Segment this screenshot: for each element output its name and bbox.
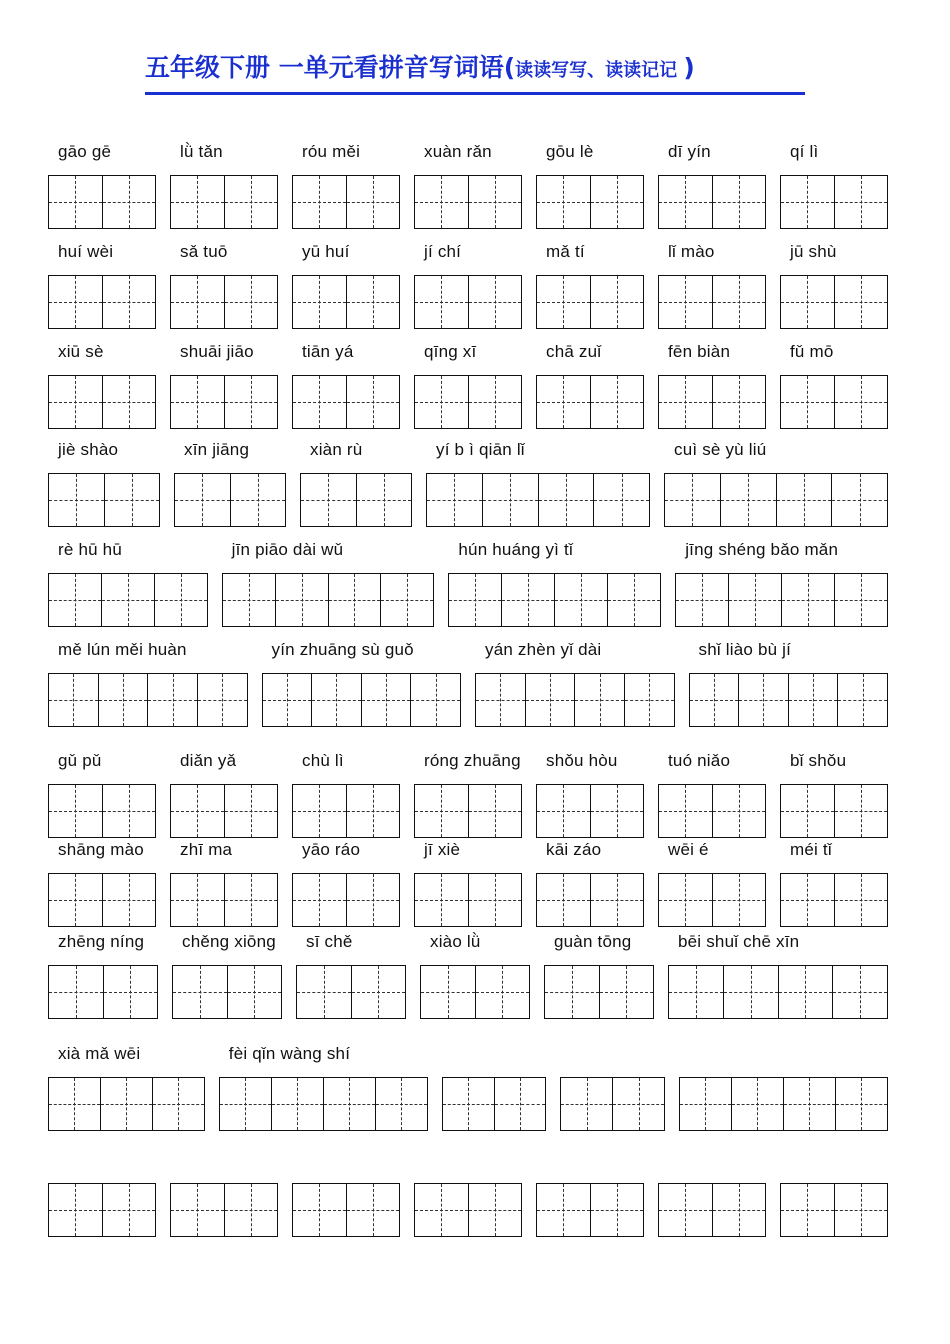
writing-grid[interactable] (658, 175, 766, 229)
pinyin-label: tuó niǎo (668, 751, 731, 770)
tianzige-cell[interactable] (347, 874, 400, 926)
writing-grid[interactable] (560, 1077, 665, 1131)
writing-grid[interactable] (780, 784, 888, 838)
pinyin-label: gāo gē (58, 142, 112, 161)
writing-grid[interactable] (48, 1183, 156, 1237)
tianzige-cell[interactable] (263, 674, 313, 726)
pinyin-label: jū shù (790, 242, 837, 261)
writing-grid[interactable] (780, 275, 888, 329)
tianzige-cell[interactable] (272, 1078, 324, 1130)
pinyin-label: xiàn rù (310, 440, 363, 459)
tianzige-cell[interactable] (469, 276, 522, 328)
tianzige-cell[interactable] (347, 276, 400, 328)
writing-grid[interactable] (48, 473, 160, 527)
writing-grid[interactable] (414, 175, 522, 229)
pinyin-label: xià mǎ wēi (58, 1044, 141, 1063)
tianzige-cell[interactable] (537, 1184, 591, 1236)
tianzige-cell[interactable] (352, 966, 406, 1018)
tianzige-cell[interactable] (293, 276, 347, 328)
pinyin-label: jiè shào (58, 440, 119, 459)
tianzige-cell[interactable] (659, 276, 713, 328)
tianzige-cell[interactable] (103, 276, 156, 328)
tianzige-cell[interactable] (225, 874, 278, 926)
pinyin-label: tiān yá (302, 342, 354, 361)
tianzige-cell[interactable] (659, 785, 713, 837)
tianzige-cell[interactable] (739, 674, 789, 726)
pinyin-label: yán zhèn yǐ dài (485, 640, 602, 659)
pinyin-label: xīn jiāng (184, 440, 250, 459)
tianzige-cell[interactable] (49, 785, 103, 837)
writing-grid[interactable] (658, 375, 766, 429)
tianzige-cell[interactable] (781, 1184, 835, 1236)
writing-grid[interactable] (780, 175, 888, 229)
writing-grid[interactable] (170, 873, 278, 927)
writing-grid[interactable] (170, 175, 278, 229)
tianzige-cell[interactable] (324, 1078, 376, 1130)
tianzige-cell[interactable] (832, 474, 887, 526)
tianzige-cell[interactable] (357, 474, 412, 526)
writing-grid[interactable] (658, 873, 766, 927)
tianzige-cell[interactable] (99, 674, 149, 726)
writing-grid[interactable] (544, 965, 654, 1019)
writing-grid[interactable] (658, 275, 766, 329)
tianzige-cell[interactable] (415, 1184, 469, 1236)
tianzige-cell[interactable] (103, 376, 156, 428)
tianzige-cell[interactable] (49, 1078, 101, 1130)
tianzige-cell[interactable] (537, 874, 591, 926)
pinyin-label: lǐ mào (668, 242, 715, 261)
tianzige-cell[interactable] (537, 376, 591, 428)
tianzige-cell[interactable] (220, 1078, 272, 1130)
writing-grid[interactable] (658, 784, 766, 838)
pinyin-label: chā zuǐ (546, 342, 602, 361)
tianzige-cell[interactable] (838, 674, 887, 726)
tianzige-cell[interactable] (171, 1184, 225, 1236)
tianzige-cell[interactable] (171, 874, 225, 926)
tianzige-cell[interactable] (495, 1078, 546, 1130)
writing-grid[interactable] (48, 175, 156, 229)
pinyin-label: wēi é (668, 840, 709, 859)
tianzige-cell[interactable] (347, 376, 400, 428)
pinyin-label: xiào lǜ (430, 932, 481, 951)
pinyin-label: yū huí (302, 242, 350, 261)
tianzige-cell[interactable] (469, 874, 522, 926)
writing-grid[interactable] (48, 784, 156, 838)
tianzige-cell[interactable] (476, 966, 530, 1018)
tianzige-cell[interactable] (171, 276, 225, 328)
title-underline (145, 92, 805, 95)
title-subtitle: 读读写写、读读记记 (515, 60, 684, 81)
tianzige-cell[interactable] (415, 176, 469, 228)
pinyin-label: shuāi jiāo (180, 342, 254, 361)
writing-grid[interactable] (48, 573, 208, 627)
tianzige-cell[interactable] (173, 966, 228, 1018)
pinyin-label: zhēng níng (58, 932, 145, 951)
tianzige-cell[interactable] (835, 376, 888, 428)
tianzige-cell[interactable] (225, 176, 278, 228)
writing-grid[interactable] (679, 1077, 888, 1131)
tianzige-cell[interactable] (690, 674, 740, 726)
writing-grid[interactable] (296, 965, 406, 1019)
tianzige-cell[interactable] (594, 474, 649, 526)
pinyin-label: yín zhuāng sù guǒ (271, 640, 414, 659)
tianzige-cell[interactable] (539, 474, 595, 526)
tianzige-cell[interactable] (411, 674, 460, 726)
tianzige-cell[interactable] (659, 874, 713, 926)
tianzige-cell[interactable] (483, 474, 539, 526)
tianzige-cell[interactable] (155, 574, 207, 626)
writing-grid[interactable] (414, 784, 522, 838)
tianzige-cell[interactable] (608, 574, 660, 626)
pinyin-label: fēn biàn (668, 342, 731, 361)
tianzige-cell[interactable] (782, 574, 835, 626)
tianzige-cell[interactable] (376, 1078, 427, 1130)
pinyin-label: jí chí (424, 242, 462, 261)
tianzige-cell[interactable] (421, 966, 476, 1018)
pinyin-label: mě lún měi huàn (58, 640, 187, 659)
tianzige-cell[interactable] (659, 176, 713, 228)
writing-grid[interactable] (292, 784, 400, 838)
writing-grid[interactable] (536, 175, 644, 229)
pinyin-label: shǒu hòu (546, 751, 618, 770)
tianzige-cell[interactable] (49, 1184, 103, 1236)
tianzige-cell[interactable] (676, 574, 729, 626)
pinyin-label: bǐ shǒu (790, 751, 847, 770)
tianzige-cell[interactable] (835, 574, 887, 626)
pinyin-label: guàn tōng (554, 932, 632, 951)
writing-grid[interactable] (414, 873, 522, 927)
tianzige-cell[interactable] (713, 1184, 766, 1236)
writing-grid[interactable] (222, 573, 435, 627)
tianzige-cell[interactable] (591, 874, 644, 926)
writing-grid[interactable] (426, 473, 650, 527)
writing-grid[interactable] (292, 275, 400, 329)
tianzige-cell[interactable] (293, 176, 347, 228)
tianzige-cell[interactable] (469, 176, 522, 228)
writing-grid[interactable] (536, 873, 644, 927)
pinyin-label: chěng xiōng (182, 932, 276, 951)
tianzige-cell[interactable] (781, 176, 835, 228)
tianzige-cell[interactable] (591, 176, 644, 228)
pinyin-label: méi tǐ (790, 840, 832, 859)
tianzige-cell[interactable] (103, 1184, 156, 1236)
tianzige-cell[interactable] (575, 674, 625, 726)
tianzige-cell[interactable] (347, 785, 400, 837)
pinyin-label: róng zhuāng (424, 751, 521, 770)
tianzige-cell[interactable] (835, 874, 888, 926)
tianzige-cell[interactable] (591, 376, 644, 428)
tianzige-cell[interactable] (502, 574, 555, 626)
tianzige-cell[interactable] (103, 785, 156, 837)
tianzige-cell[interactable] (293, 874, 347, 926)
tianzige-cell[interactable] (713, 785, 766, 837)
tianzige-cell[interactable] (835, 1184, 888, 1236)
pinyin-label: yí b ì qiān lǐ (436, 440, 525, 459)
writing-grid[interactable] (170, 375, 278, 429)
writing-grid[interactable] (536, 375, 644, 429)
tianzige-cell[interactable] (415, 376, 469, 428)
tianzige-cell[interactable] (225, 376, 278, 428)
tianzige-cell[interactable] (537, 785, 591, 837)
tianzige-cell[interactable] (49, 874, 103, 926)
pinyin-label: shǐ liào bù jí (698, 640, 792, 659)
tianzige-cell[interactable] (835, 176, 888, 228)
pinyin-label: xuàn rǎn (424, 142, 492, 161)
writing-grid[interactable] (48, 965, 158, 1019)
tianzige-cell[interactable] (102, 574, 155, 626)
tianzige-cell[interactable] (105, 474, 160, 526)
tianzige-cell[interactable] (680, 1078, 732, 1130)
tianzige-cell[interactable] (49, 574, 102, 626)
pinyin-label: cuì sè yù liú (674, 440, 767, 459)
tianzige-cell[interactable] (835, 785, 888, 837)
tianzige-cell[interactable] (49, 276, 103, 328)
title-block (145, 48, 805, 96)
pinyin-label: chù lì (302, 751, 344, 770)
pinyin-label: sǎ tuō (180, 242, 228, 261)
tianzige-cell[interactable] (669, 966, 724, 1018)
writing-grid[interactable] (172, 965, 282, 1019)
writing-grid[interactable] (420, 965, 530, 1019)
tianzige-cell[interactable] (476, 674, 526, 726)
pinyin-label: huí wèi (58, 242, 114, 261)
tianzige-cell[interactable] (545, 966, 600, 1018)
tianzige-cell[interactable] (721, 474, 777, 526)
tianzige-cell[interactable] (171, 376, 225, 428)
tianzige-cell[interactable] (415, 785, 469, 837)
tianzige-cell[interactable] (148, 674, 198, 726)
pinyin-label: shāng mào (58, 840, 144, 859)
tianzige-cell[interactable] (659, 376, 713, 428)
tianzige-cell[interactable] (732, 1078, 784, 1130)
pinyin-label: róu měi (302, 142, 361, 161)
tianzige-cell[interactable] (427, 474, 483, 526)
writing-grid[interactable] (48, 1077, 205, 1131)
tianzige-cell[interactable] (537, 176, 591, 228)
tianzige-cell[interactable] (781, 874, 835, 926)
tianzige-cell[interactable] (293, 1184, 347, 1236)
tianzige-cell[interactable] (781, 785, 835, 837)
tianzige-cell[interactable] (713, 874, 766, 926)
writing-grid[interactable] (414, 275, 522, 329)
tianzige-cell[interactable] (225, 785, 278, 837)
writing-grid[interactable] (675, 573, 888, 627)
tianzige-cell[interactable] (836, 1078, 887, 1130)
tianzige-cell[interactable] (779, 966, 834, 1018)
pinyin-label: gōu lè (546, 142, 594, 161)
tianzige-cell[interactable] (415, 276, 469, 328)
tianzige-cell[interactable] (225, 276, 278, 328)
pinyin-label: fèi qǐn wàng shí (228, 1044, 351, 1063)
writing-grid[interactable] (292, 175, 400, 229)
tianzige-cell[interactable] (415, 874, 469, 926)
pinyin-label: bēi shuǐ chē xīn (678, 932, 800, 951)
tianzige-cell[interactable] (231, 474, 286, 526)
pinyin-label: dī yín (668, 142, 711, 161)
title-main-text: 五年级下册 一单元看拼音写词语( (145, 53, 516, 82)
tianzige-cell[interactable] (724, 966, 779, 1018)
tianzige-cell[interactable] (469, 1184, 522, 1236)
tianzige-cell[interactable] (228, 966, 282, 1018)
title-close-paren: ) (683, 53, 695, 82)
pinyin-label: lǜ tǎn (180, 142, 223, 161)
tianzige-cell[interactable] (781, 276, 835, 328)
pinyin-label: diǎn yǎ (180, 751, 237, 770)
writing-grid[interactable] (414, 1183, 522, 1237)
tianzige-cell[interactable] (49, 376, 103, 428)
tianzige-cell[interactable] (347, 1184, 400, 1236)
writing-grid[interactable] (536, 784, 644, 838)
tianzige-cell[interactable] (49, 966, 104, 1018)
writing-grid[interactable] (658, 1183, 766, 1237)
tianzige-cell[interactable] (293, 376, 347, 428)
tianzige-cell[interactable] (469, 785, 522, 837)
tianzige-cell[interactable] (789, 674, 839, 726)
pinyin-label: fǔ mō (790, 342, 834, 361)
writing-grid[interactable] (48, 375, 156, 429)
writing-grid[interactable] (689, 673, 889, 727)
tianzige-cell[interactable] (312, 674, 362, 726)
tianzige-cell[interactable] (591, 785, 644, 837)
pinyin-label: kāi záo (546, 840, 602, 859)
tianzige-cell[interactable] (301, 474, 357, 526)
tianzige-cell[interactable] (362, 674, 412, 726)
tianzige-cell[interactable] (103, 874, 156, 926)
writing-grid[interactable] (292, 375, 400, 429)
tianzige-cell[interactable] (537, 276, 591, 328)
writing-grid[interactable] (48, 275, 156, 329)
pinyin-label: hún huáng yì tǐ (458, 540, 573, 559)
tianzige-cell[interactable] (613, 1078, 664, 1130)
tianzige-cell[interactable] (443, 1078, 495, 1130)
writing-grid[interactable] (780, 1183, 888, 1237)
pinyin-label: yāo ráo (302, 840, 361, 859)
writing-grid[interactable] (536, 1183, 644, 1237)
page-title (145, 48, 695, 84)
pinyin-label: jīng shéng bǎo mǎn (685, 540, 839, 559)
tianzige-cell[interactable] (297, 966, 352, 1018)
writing-grid[interactable] (780, 375, 888, 429)
tianzige-cell[interactable] (104, 966, 158, 1018)
writing-grid[interactable] (262, 673, 462, 727)
tianzige-cell[interactable] (293, 785, 347, 837)
tianzige-cell[interactable] (555, 574, 608, 626)
writing-grid[interactable] (475, 673, 675, 727)
writing-grid[interactable] (448, 573, 661, 627)
writing-grid[interactable] (292, 873, 400, 927)
tianzige-cell[interactable] (713, 276, 766, 328)
tianzige-cell[interactable] (469, 376, 522, 428)
tianzige-cell[interactable] (713, 376, 766, 428)
writing-grid[interactable] (170, 275, 278, 329)
tianzige-cell[interactable] (659, 1184, 713, 1236)
pinyin-label: qí lì (790, 142, 819, 161)
pinyin-label: rè hū hū (58, 540, 122, 559)
writing-grid[interactable] (300, 473, 412, 527)
writing-grid[interactable] (536, 275, 644, 329)
tianzige-cell[interactable] (171, 785, 225, 837)
tianzige-cell[interactable] (591, 276, 644, 328)
writing-grid[interactable] (170, 1183, 278, 1237)
tianzige-cell[interactable] (729, 574, 782, 626)
tianzige-cell[interactable] (103, 176, 156, 228)
writing-grid[interactable] (292, 1183, 400, 1237)
writing-grid[interactable] (170, 784, 278, 838)
pinyin-label: sī chě (306, 932, 353, 951)
writing-grid[interactable] (664, 473, 888, 527)
tianzige-cell[interactable] (591, 1184, 644, 1236)
tianzige-cell[interactable] (665, 474, 721, 526)
pinyin-label: zhī ma (180, 840, 233, 859)
tianzige-cell[interactable] (625, 674, 674, 726)
tianzige-cell[interactable] (713, 176, 766, 228)
pinyin-label: jīn piāo dài wǔ (231, 540, 344, 559)
writing-grid[interactable] (780, 873, 888, 927)
tianzige-cell[interactable] (561, 1078, 613, 1130)
tianzige-cell[interactable] (171, 176, 225, 228)
writing-grid[interactable] (668, 965, 888, 1019)
writing-grid[interactable] (48, 873, 156, 927)
tianzige-cell[interactable] (600, 966, 654, 1018)
pinyin-label: qīng xī (424, 342, 477, 361)
tianzige-cell[interactable] (784, 1078, 836, 1130)
tianzige-cell[interactable] (833, 966, 887, 1018)
writing-grid[interactable] (219, 1077, 428, 1131)
tianzige-cell[interactable] (198, 674, 247, 726)
tianzige-cell[interactable] (223, 574, 276, 626)
tianzige-cell[interactable] (276, 574, 329, 626)
pinyin-label: mǎ tí (546, 242, 585, 261)
tianzige-cell[interactable] (49, 674, 99, 726)
tianzige-cell[interactable] (449, 574, 502, 626)
tianzige-cell[interactable] (526, 674, 576, 726)
tianzige-cell[interactable] (381, 574, 433, 626)
pinyin-label: xiū sè (58, 342, 104, 361)
writing-grid[interactable] (414, 375, 522, 429)
tianzige-cell[interactable] (49, 176, 103, 228)
pinyin-label: jī xiè (424, 840, 461, 859)
tianzige-cell[interactable] (175, 474, 231, 526)
tianzige-cell[interactable] (49, 474, 105, 526)
tianzige-cell[interactable] (101, 1078, 153, 1130)
tianzige-cell[interactable] (153, 1078, 204, 1130)
tianzige-cell[interactable] (781, 376, 835, 428)
tianzige-cell[interactable] (835, 276, 888, 328)
writing-grid[interactable] (442, 1077, 547, 1131)
writing-grid[interactable] (174, 473, 286, 527)
tianzige-cell[interactable] (225, 1184, 278, 1236)
pinyin-label: gǔ pǔ (58, 751, 102, 770)
tianzige-cell[interactable] (347, 176, 400, 228)
tianzige-cell[interactable] (777, 474, 833, 526)
writing-grid[interactable] (48, 673, 248, 727)
tianzige-cell[interactable] (329, 574, 382, 626)
